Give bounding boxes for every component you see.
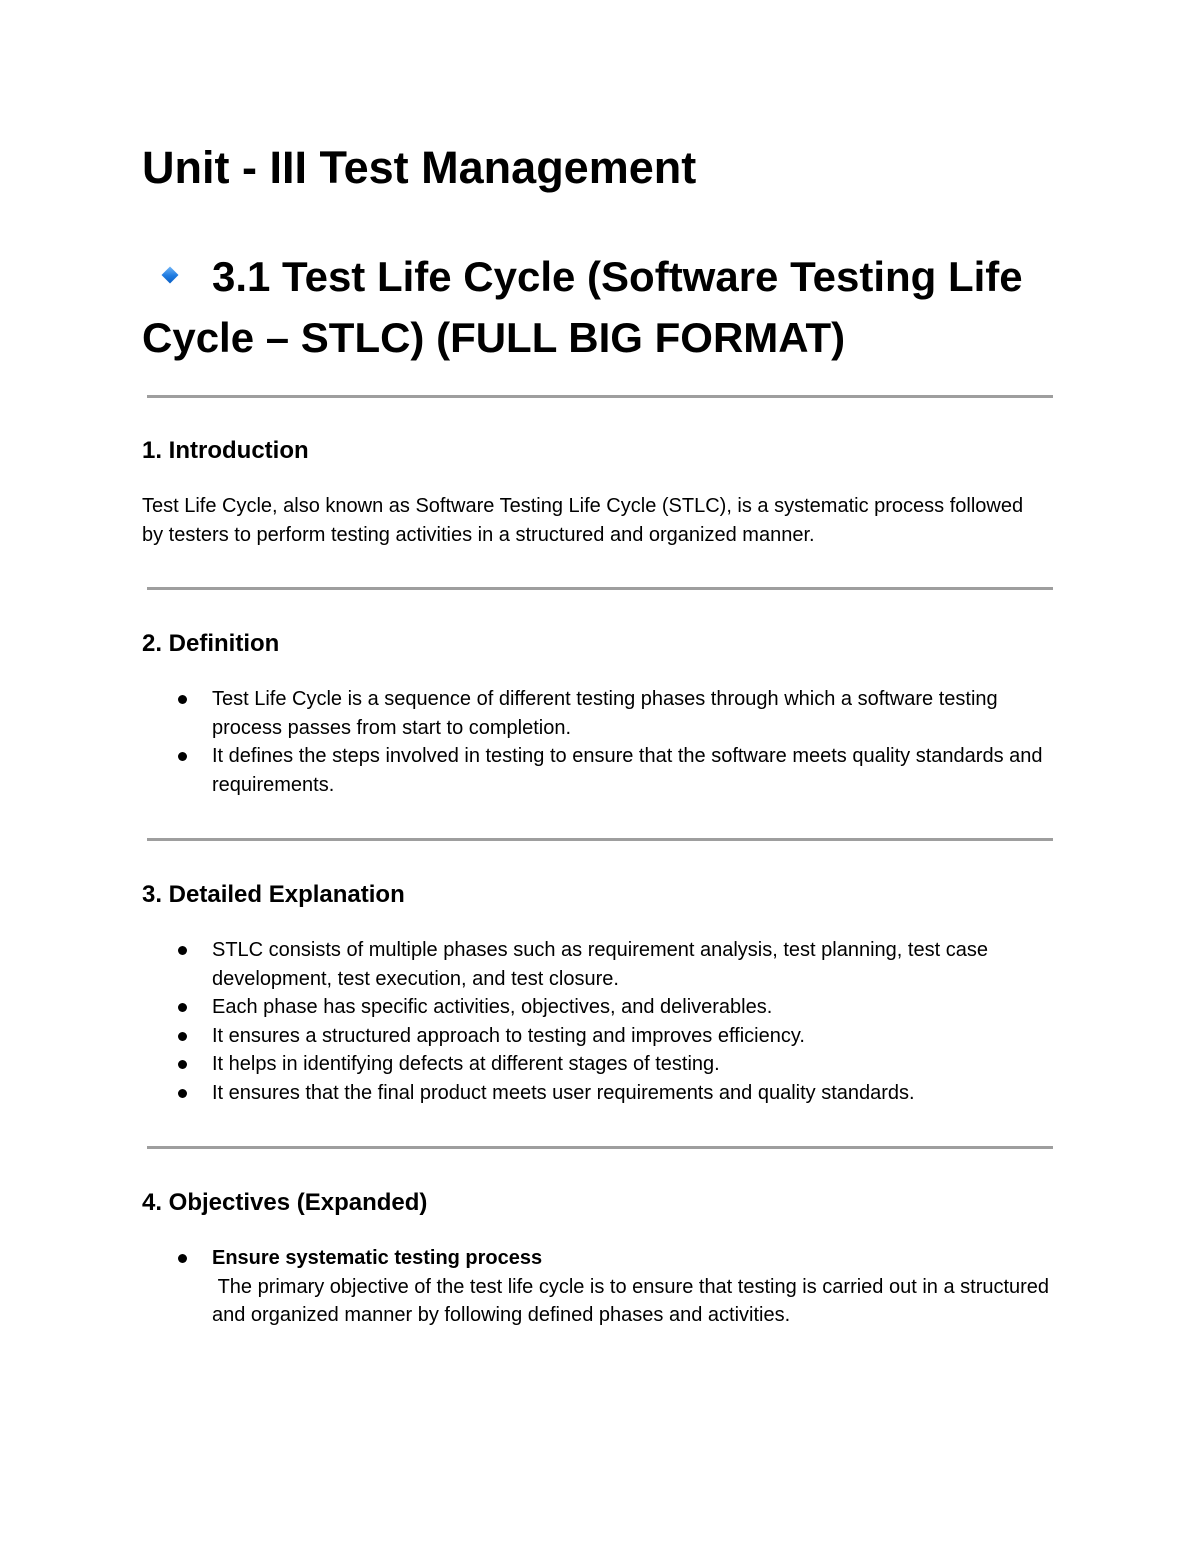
bullet-icon — [178, 1060, 187, 1069]
bullet-icon — [178, 695, 187, 704]
list-item — [142, 1244, 1062, 1330]
definition-heading: 2. Definition — [142, 630, 280, 657]
objectives-heading: 4. Objectives (Expanded) — [142, 1189, 428, 1216]
section-title: 3.1 Test Life Cycle (Software Testing Life Cycle – STLC) (FULL BIG FORMAT) — [142, 253, 1023, 361]
explanation-item-text: STLC consists of multiple phases such as requirement analysis, test planning, test case development, test execution, and test closure. — [212, 939, 988, 990]
list-item — [142, 685, 1062, 742]
introduction-heading: 1. Introduction — [142, 437, 309, 464]
divider — [147, 395, 1053, 398]
explanation-list — [142, 936, 1062, 1107]
divider — [147, 587, 1053, 590]
list-item — [142, 742, 1062, 799]
divider — [147, 838, 1053, 841]
bullet-icon — [178, 1089, 187, 1098]
objectives-list — [142, 1244, 1062, 1330]
bullet-icon — [178, 752, 187, 761]
list-item — [142, 1050, 1062, 1079]
bullet-icon — [178, 1254, 187, 1263]
explanation-item-text: It ensures a structured approach to testing and improves efficiency. — [212, 1024, 805, 1047]
definition-list — [142, 685, 1062, 799]
unit-title: Unit - III Test Management — [142, 142, 697, 193]
introduction-text: Test Life Cycle, also known as Software Testing Life Cycle (STLC), is a systematic process followed by testers to perform testing activities in a structured and organized manner. — [142, 495, 1024, 546]
bullet-icon — [178, 946, 187, 955]
definition-item-text: Test Life Cycle is a sequence of different testing phases through which a software testing process passes from start to completion. — [212, 688, 998, 739]
explanation-item-text: It helps in identifying defects at different stages of testing. — [212, 1053, 720, 1075]
list-item — [142, 993, 1062, 1022]
list-item — [142, 1022, 1062, 1051]
explanation-item-text: Each phase has specific activities, objectives, and deliverables. — [212, 996, 773, 1018]
explanation-heading: 3. Detailed Explanation — [142, 881, 405, 908]
definition-item-text: It defines the steps involved in testing to ensure that the software meets quality standards and requirements. — [212, 745, 1043, 796]
divider — [147, 1146, 1053, 1149]
explanation-item-text: It ensures that the final product meets user requirements and quality standards. — [212, 1081, 915, 1104]
section-title-block — [142, 246, 1042, 368]
list-item — [142, 936, 1062, 993]
list-item — [142, 1079, 1062, 1108]
objective-item-text: The primary objective of the test life cycle is to ensure that testing is carried out in a structured and organized manner by following defined phases and activities. — [212, 1275, 1055, 1326]
bullet-icon — [178, 1032, 187, 1041]
bullet-icon — [178, 1003, 187, 1012]
objective-item-title: Ensure systematic testing process — [212, 1247, 543, 1269]
blue-diamond-icon — [162, 267, 179, 284]
